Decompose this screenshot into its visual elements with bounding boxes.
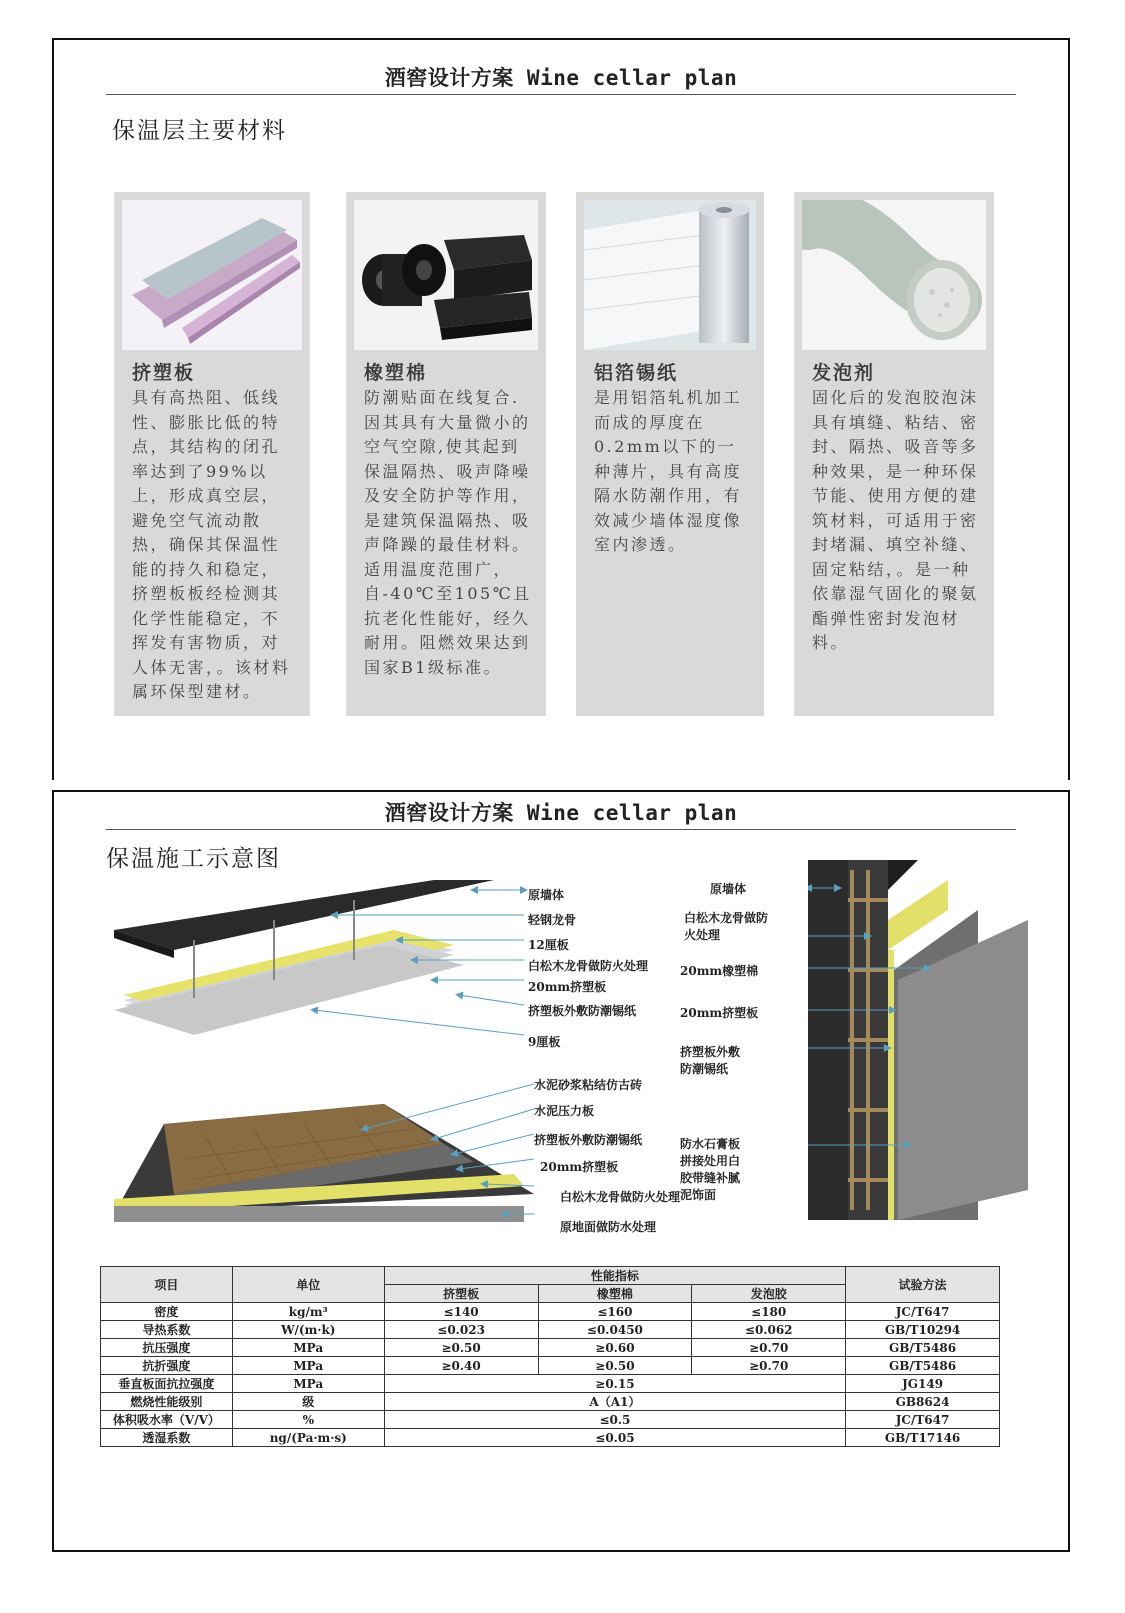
ceiling-label-wall: 原墙体 [528,888,565,902]
row-value: ≥0.50 [384,1339,538,1357]
wall-label-pine-keel: 白松木龙骨做防火处理 [684,911,769,942]
row-method: JC/T647 [846,1411,1000,1429]
row-value: ≤0.023 [384,1321,538,1339]
row-value: ≤140 [384,1303,538,1321]
row-value: ≤160 [538,1303,692,1321]
floor-label-cement-board: 水泥压力板 [534,1104,595,1118]
foam-sealant-photo [802,200,986,350]
row-value: ≤0.5 [384,1411,845,1429]
subheader-rubber: 橡塑棉 [538,1285,692,1303]
row-value: ≥0.15 [384,1375,845,1393]
table-row [101,1411,1000,1429]
table-row [101,1303,1000,1321]
row-unit: MPa [232,1375,384,1393]
section-title: 保温层主要材料 [112,118,287,144]
header-divider [106,94,1016,95]
card-title: 橡塑棉 [364,362,428,384]
ceiling-label-pine-keel: 白松木龙骨做防火处理 [528,959,649,973]
row-label: 透湿系数 [101,1429,233,1447]
row-unit: MPa [232,1357,384,1375]
row-value: ≤0.062 [692,1321,846,1339]
material-card-aluminum-foil [576,192,764,716]
wall-label-rubber-foam: 20mm橡塑棉 [680,964,759,978]
rubber-foam-photo [354,200,538,350]
ceiling-label-steel-keel: 轻钢龙骨 [528,913,577,927]
row-label: 燃烧性能级别 [101,1393,233,1411]
card-title: 挤塑板 [132,362,196,384]
row-method: JC/T647 [846,1303,1000,1321]
row-unit: % [232,1411,384,1429]
table-row [101,1357,1000,1375]
row-label: 导热系数 [101,1321,233,1339]
row-value: ≤180 [692,1303,846,1321]
header-divider [106,829,1016,830]
row-value: A（A1） [384,1393,845,1411]
row-value: ≥0.40 [384,1357,538,1375]
row-label: 抗折强度 [101,1357,233,1375]
row-method: JG149 [846,1375,1000,1393]
table-row [101,1393,1000,1411]
subheader-foam: 发泡胶 [692,1285,846,1303]
aluminum-foil-photo [584,200,756,350]
table-row [101,1429,1000,1447]
card-description: 具有高热阻、低线性、膨胀比低的特点，其结构的闭孔率达到了99%以上，形成真空层，避免空气流动散热，确保其保温性能的持久和稳定，挤塑板板经检测其化学性能稳定，不挥发有害物质，对人体无害，。该材料属环保型建材。 [132,388,291,701]
table-row [101,1375,1000,1393]
row-value: ≥0.70 [692,1339,846,1357]
table-row [101,1339,1000,1357]
row-value: ≥0.70 [692,1357,846,1375]
header-item: 项目 [101,1267,233,1303]
row-unit: 级 [232,1393,384,1411]
row-value: ≤0.05 [384,1429,845,1447]
wall-label-xps: 20mm挤塑板 [680,1006,759,1020]
ceiling-label-12mm-board: 12厘板 [528,938,569,952]
page-header: 酒窖设计方案 Wine cellar plan [384,801,738,825]
performance-spec-table [100,1266,1000,1447]
row-method: GB/T5486 [846,1339,1000,1357]
xps-board-photo [122,200,302,350]
ceiling-label-9mm-board: 9厘板 [528,1035,561,1049]
card-title: 发泡剂 [812,362,876,384]
wall-label-gypsum: 防水石膏板拼接处用白胶带缝补腻泥饰面 [680,1137,741,1202]
row-label: 密度 [101,1303,233,1321]
row-value: ≤0.0450 [538,1321,692,1339]
row-method: GB8624 [846,1393,1000,1411]
row-unit: MPa [232,1339,384,1357]
wall-section-diagram [808,860,1038,1230]
material-card-rubber-foam [346,192,546,716]
card-description: 固化后的发泡胶泡沫具有填缝、粘结、密封、隔热、吸音等多种效果，是一种环保节能、使用方便的建筑材料，可适用于密封堵漏、填空补缝、固定粘结，。是一种依靠湿气固化的聚氨酯弹性密封发泡材料。 [812,388,979,652]
card-description: 是用铝箔轧机加工而成的厚度在0.2mm以下的一种薄片，具有高度隔水防潮作用，有效减少墙体湿度像室内渗透。 [594,388,743,554]
floor-section-diagram [114,1074,544,1229]
row-method: GB/T17146 [846,1429,1000,1447]
wall-label-original: 原墙体 [710,882,747,896]
subheader-xps: 挤塑板 [384,1285,538,1303]
section-title: 保温施工示意图 [106,846,281,872]
card-description: 防潮贴面在线复合.因其具有大量微小的空气空隙,使其起到保温隔热、吸声降噪及安全防护等作用，是建筑保温隔热、吸声降躁的最佳材料。适用温度范围广， 自-40℃至105℃且抗老化性能好，经久耐用。阻燃效果达到国家B1级标准。 [364,388,532,677]
header-method: 试验方法 [846,1267,1000,1303]
header-performance: 性能指标 [384,1267,845,1285]
row-label: 垂直板面抗拉强度 [101,1375,233,1393]
ceiling-label-foil: 挤塑板外敷防潮锡纸 [528,1004,637,1018]
header-unit: 单位 [232,1267,384,1303]
wall-label-foil: 挤塑板外敷防潮锡纸 [680,1045,741,1076]
floor-label-foil: 挤塑板外敷防潮锡纸 [534,1133,643,1147]
card-title: 铝箔锡纸 [594,362,679,384]
floor-label-waterproof: 原地面做防水处理 [560,1220,657,1234]
row-method: GB/T10294 [846,1321,1000,1339]
row-unit: W/(m·k) [232,1321,384,1339]
row-unit: kg/m³ [232,1303,384,1321]
material-card-foam-sealant [794,192,994,716]
row-label: 抗压强度 [101,1339,233,1357]
floor-label-tile: 水泥砂浆粘结仿古砖 [534,1078,643,1092]
row-value: ≥0.60 [538,1339,692,1357]
floor-label-pine-keel: 白松木龙骨做防火处理 [560,1190,681,1204]
page-construction [52,790,1070,1552]
page-header: 酒窖设计方案 Wine cellar plan [384,66,738,90]
table-row [101,1321,1000,1339]
page-materials [52,38,1070,780]
row-value: ≥0.50 [538,1357,692,1375]
row-method: GB/T5486 [846,1357,1000,1375]
material-card-xps [114,192,310,716]
ceiling-label-xps: 20mm挤塑板 [528,980,607,994]
floor-label-xps: 20mm挤塑板 [540,1160,619,1174]
row-unit: ng/(Pa·m·s) [232,1429,384,1447]
row-label: 体积吸水率（V/V） [101,1411,233,1429]
